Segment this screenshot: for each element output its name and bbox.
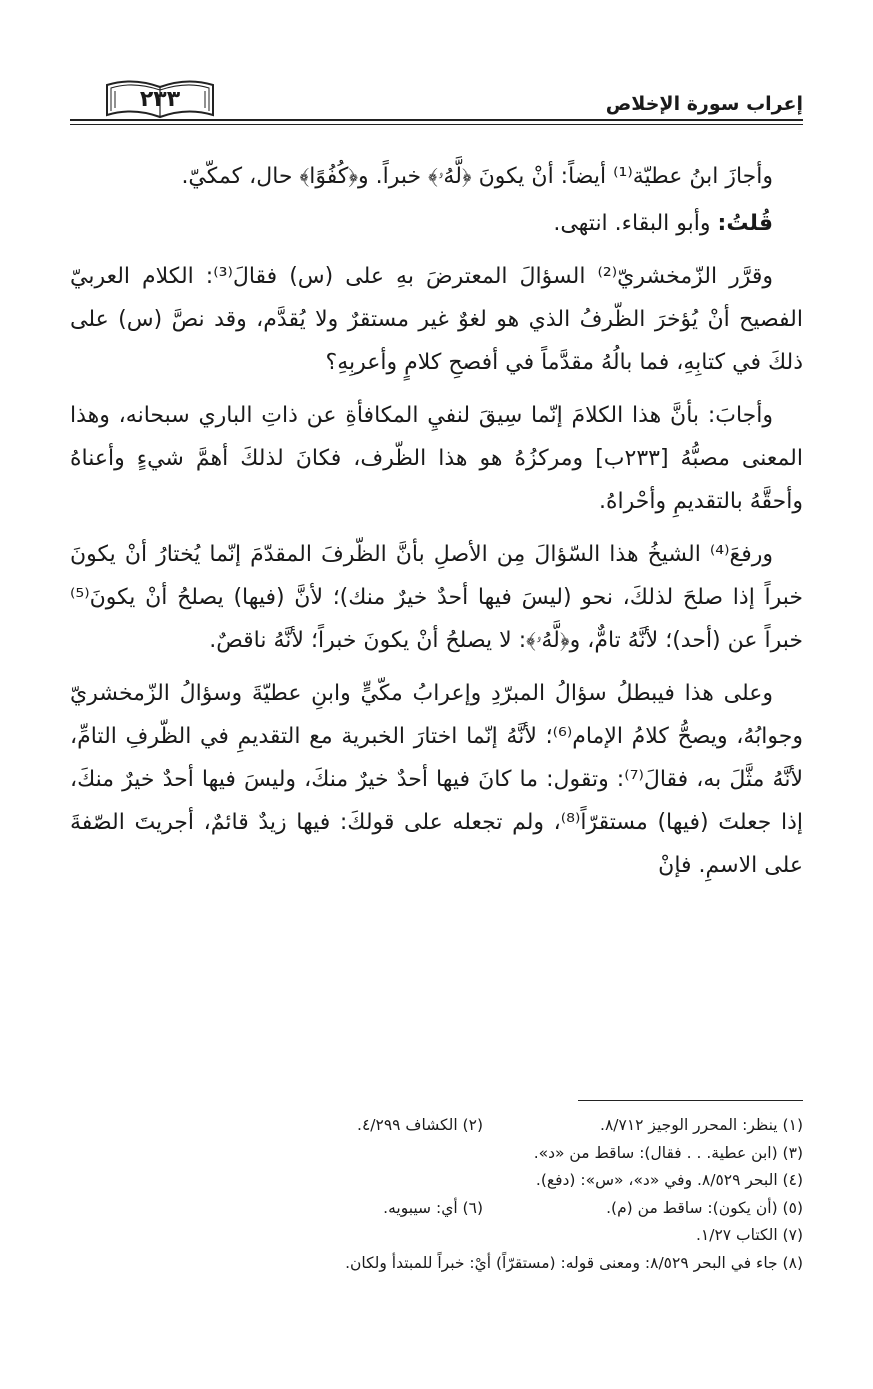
footnotes [70, 1112, 803, 1277]
footnote-separator [578, 1100, 803, 1101]
main-text [70, 155, 803, 897]
header-title: إعراب سورة الإخلاص [605, 93, 803, 115]
paragraph-text: ورفعَ⁽⁴⁾ الشيخُ هذا السّؤالَ مِن الأصلِ بأنَّ الظّرفَ المقدّمَ إنّما يُختارُ أنْ يكونَ خبراً إذا صلحَ لذلكَ، نحو (ليسَ فيها أحدٌ خيرٌ منك)؛ لأنَّ (فيها) يصلحُ أنْ يكونَ⁽⁵⁾ خبراً عن (أحد)؛ لأنَّهُ تامٌّ، و﴿لَّهُۥ﴾: لا يصلحُ أنْ يكونَ خبراً؛ لأنَّهُ ناقصٌ. [70, 542, 803, 653]
footnote: (١) ينظر: المحرر الوجيز ٨/٧١٢. [600, 1116, 803, 1134]
footnote-row [70, 1195, 803, 1223]
footnote: (٢) الكشاف ٤/٢٩٩. [357, 1116, 483, 1134]
footnote: (٧) الكتاب ١/٢٧. [695, 1226, 803, 1244]
footnote-row [70, 1140, 803, 1168]
paragraph-text: وعلى هذا فيبطلُ سؤالُ المبرّدِ وإعرابُ مكّيٍّ وابنِ عطيّةَ وسؤالُ الزّمخشريّ وجوابُهُ، ويصحُّ كلامُ الإمام⁽⁶⁾؛ لأنَّهُ إنّما اختارَ الخبرية مع التقديمِ في الظّرفِ التامِّ، لأنَّهُ مثَّلَ به، فقالَ⁽⁷⁾: وتقول: ما كانَ فيها أحدٌ خيرٌ منكَ، وليسَ فيها أحدٌ خيرٌ منكَ، إذا جعلتَ (فيها) مستقرّاً⁽⁸⁾، ولم تجعله على قولكَ: فيها زيدٌ قائمٌ، أجريتَ الصّفةَ على الاسمِ. فإنْ [70, 681, 803, 878]
footnote-row [70, 1167, 803, 1195]
paragraph-text: وأجابَ: بأنَّ هذا الكلامَ إنّما سِيقَ لنفيِ المكافأةِ عن ذاتِ الباري سبحانه، وهذا المعنى مصبُّهُ [٢٣٣ب] ومركزُهُ هو هذا الظّرف، فكانَ لذلكَ أهمَّ شيءٍ وأعناهُ وأحقَّهُ بالتقديمِ وأحْراهُ. [70, 403, 803, 514]
footnote: (٥) (أن يكون): ساقط من (م). [606, 1198, 803, 1217]
footnote-row [70, 1112, 803, 1140]
paragraph [70, 394, 803, 523]
footnote: (٤) البحر ٨/٥٢٩. وفي «د»، «س»: (دفع). [535, 1171, 803, 1189]
paragraph [70, 533, 803, 662]
header-rule [70, 119, 803, 121]
paragraph [70, 155, 803, 198]
paragraph-text: وأجازَ ابنُ عطيّة⁽¹⁾ أيضاً: أنْ يكونَ ﴿لَّهُۥ﴾ خبراً. و﴿كُفُوًا﴾ حال، كمكّيّ. [181, 164, 773, 189]
paragraph-lead: قُلتُ: [717, 211, 773, 236]
running-header [70, 75, 803, 125]
footnote-row [70, 1222, 803, 1250]
page-number-badge [103, 75, 217, 123]
header-rule-thin [70, 124, 803, 125]
paragraph [70, 255, 803, 384]
paragraph [70, 672, 803, 887]
footnote-row [70, 1250, 803, 1278]
paragraph-text: وأبو البقاء. انتهى. [553, 211, 718, 236]
paragraph-text: وقرَّر الزّمخشريّ⁽²⁾ السؤالَ المعترضَ بهِ على (س) فقالَ⁽³⁾: الكلام العربيّ الفصيح أنْ يُؤخرَ الظّرفُ الذي هو لغوٌ غير مستقرٌ ولا يُقدَّم، وقد نصَّ (س) على ذلكَ في كتابِهِ، فما بالُهُ مقدَّماً في أفصحِ كلامٍ وأعربِهِ؟ [70, 264, 803, 375]
footnote: (٦) أي: سيبويه. [383, 1198, 483, 1217]
paragraph [70, 202, 803, 245]
footnote: (٣) (ابن عطية. . . فقال): ساقط من «د». [533, 1143, 803, 1162]
footnote: (٨) جاء في البحر ٨/٥٢٩: ومعنى قوله: (مستقرّاً) أيْ: خبراً للمبتدأ ولكان. [345, 1253, 803, 1272]
page-number: ٢٣٣ [139, 87, 181, 112]
